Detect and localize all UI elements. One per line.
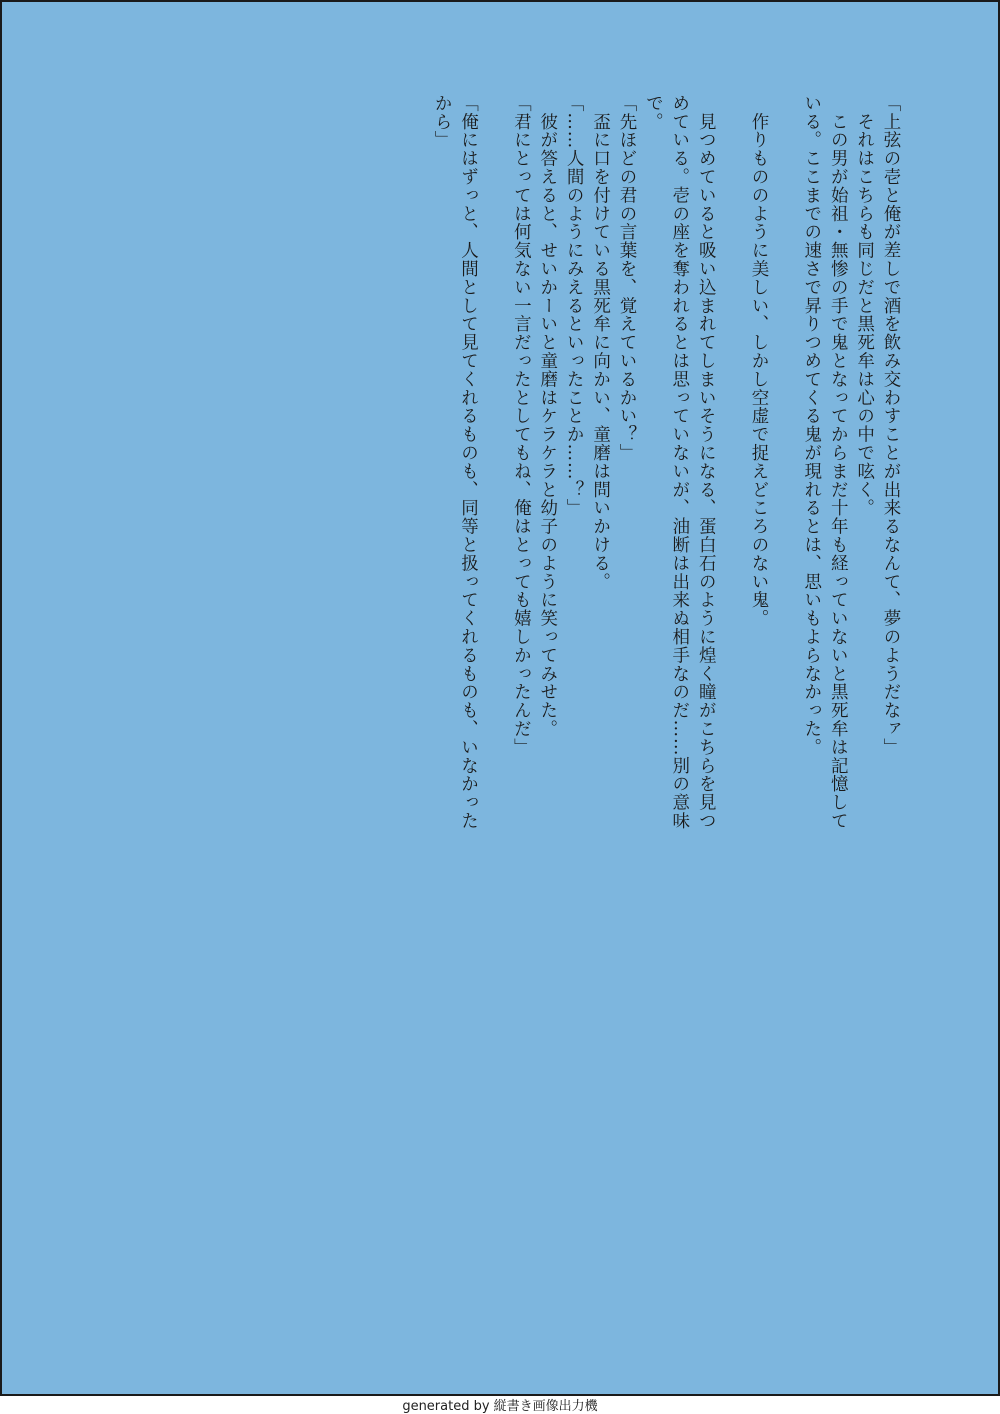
paragraph: 見つめていると吸い込まれてしまいそうになる、蛋白石のように煌く瞳がこちらを見つめている。壱の座を奪われるとは思っていないが、油断は出来ぬ相手なのだ……別の意味で。 [643, 94, 717, 830]
paragraph: 「君にとっては何気ない一言だったとしてもね、俺はとっても嬉しかったんだ」 [511, 94, 532, 757]
paragraph: 「俺にはずっと、人間として見てくれるものも、同等と扱ってくれるものも、いなかったから」 [432, 94, 479, 830]
blank-line [719, 94, 745, 834]
paragraph: 盃に口を付けている黒死牟に向かい、童磨は問いかける。 [590, 94, 611, 591]
paragraph: この男が始祖・無惨の手で鬼となってからまだ十年も経っていないと黒死牟は記憶している。ここまでの速さで昇りつめてくる鬼が現れるとは、思いもよらなかった。 [801, 94, 849, 830]
paragraph: それはこちらも同じだと黒死牟は心の中で呟く。 [854, 94, 875, 518]
vertical-text-body [429, 94, 904, 834]
paragraph: 「……人間のようにみえるといったことか……？」 [564, 94, 585, 518]
paragraph: 作りもののように美しい、しかし空虚で捉えどころのない鬼。 [748, 94, 769, 628]
paragraph: 彼が答えると、せいかーいと童磨はケラケラと幼子のように笑ってみせた。 [537, 94, 558, 738]
paragraph: 「上弦の壱と俺が差しで酒を飲み交わすことが出来るなんて、夢のようだなァ」 [881, 94, 901, 757]
blank-line [482, 94, 508, 834]
generator-credit: generated by 縦書き画像出力機 [402, 1399, 598, 1414]
paragraph: 「先ほどの君の言葉を、覚えているかい？」 [616, 94, 637, 462]
blank-line [772, 94, 798, 834]
